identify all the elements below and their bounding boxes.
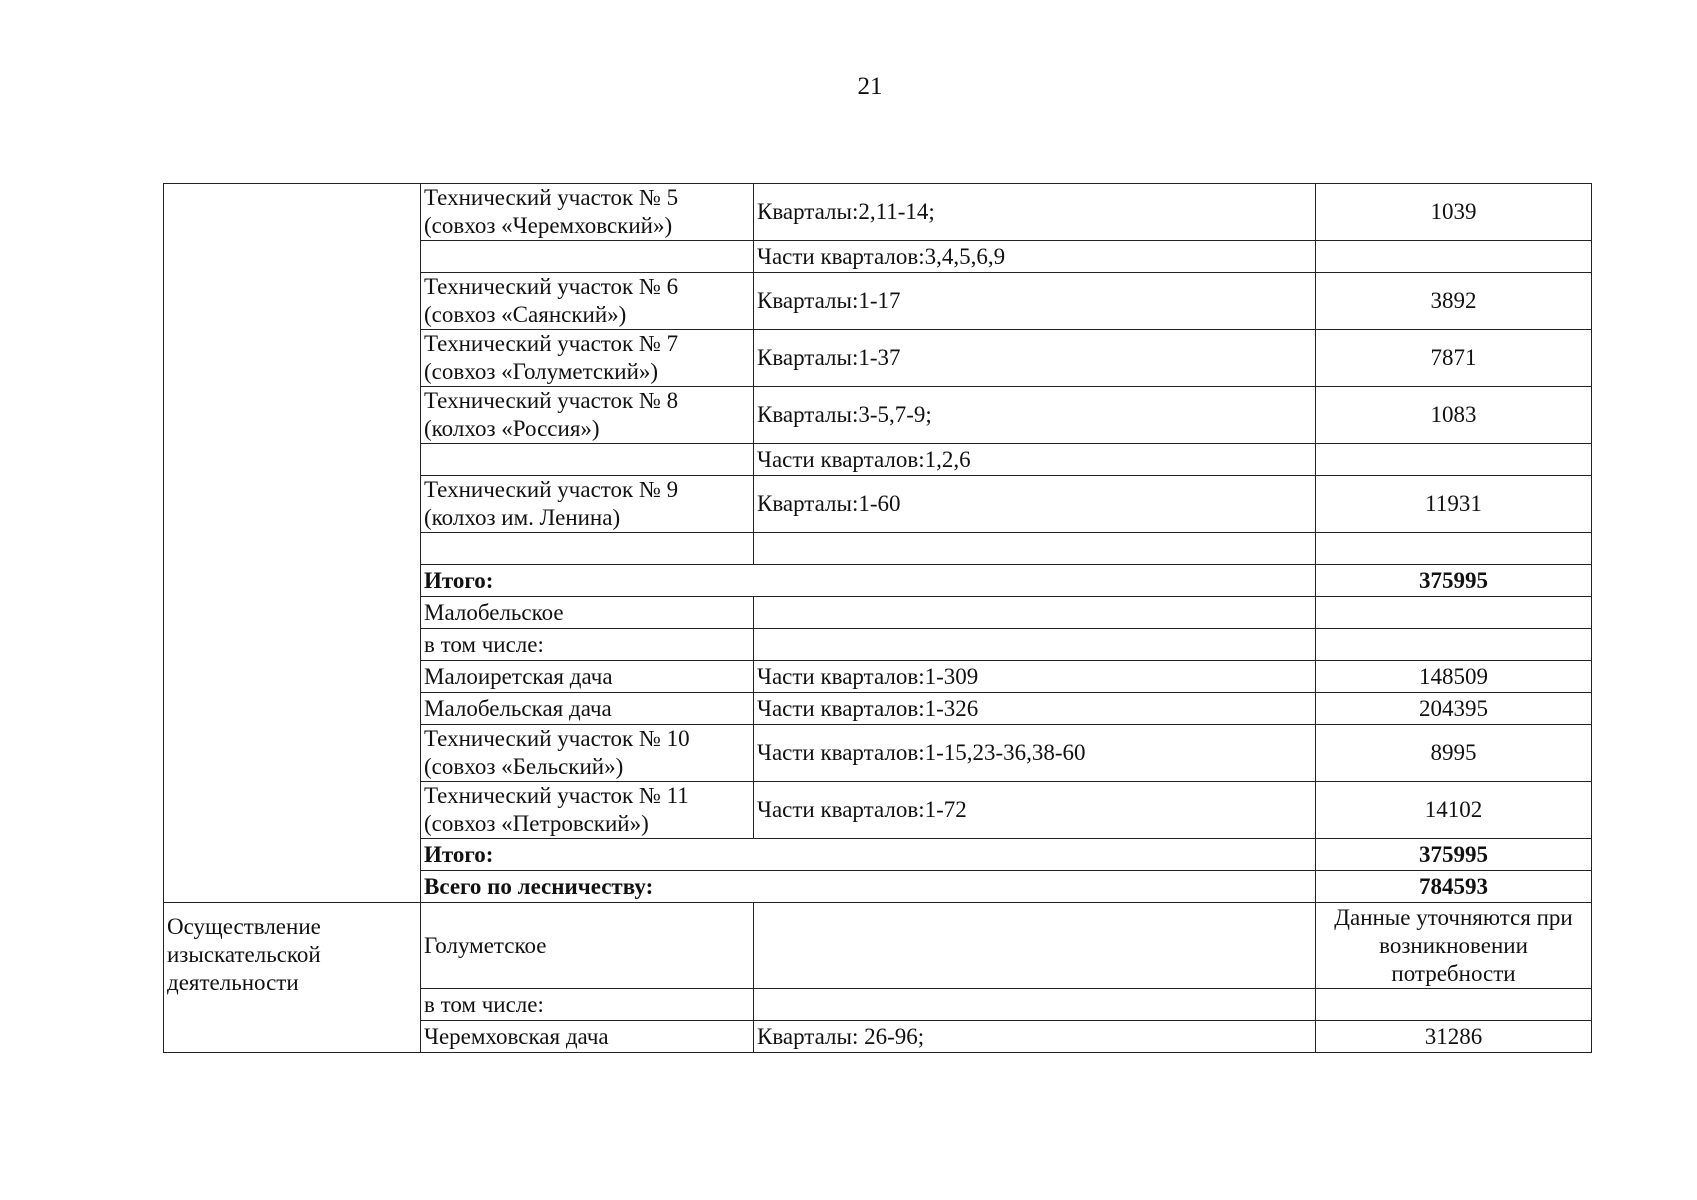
quarters-cell [754,597,1316,629]
forest-quarters-table [163,183,1592,1053]
total-area: 784593 [1316,871,1592,903]
quarters-cell: Кварталы:1-17 [754,273,1316,330]
plot-name-cell [421,533,754,565]
district-name-cell: Малобельское [421,597,754,629]
quarters-cell [754,629,1316,661]
plot-name-cell: Малобельская дача [421,693,754,725]
area-cell [1316,241,1592,273]
quarters-cell [754,903,1316,989]
quarters-cell: Части кварталов:1-326 [754,693,1316,725]
district-name-cell: Голуметское [421,903,754,989]
quarters-cell: Кварталы:2,11-14; [754,184,1316,241]
quarters-cell: Кварталы:1-60 [754,476,1316,533]
area-cell: 1083 [1316,387,1592,444]
quarters-cell: Части кварталов:1-72 [754,782,1316,839]
subtotal-label: Итого: [421,839,1316,871]
area-cell [1316,989,1592,1021]
area-cell: 8995 [1316,725,1592,782]
total-label: Всего по лесничеству: [421,871,1316,903]
plot-name-cell: Технический участок № 9 (колхоз им. Ленина) [421,476,754,533]
plot-name-cell: Технический участок № 8 (колхоз «Россия») [421,387,754,444]
page-number: 21 [857,73,883,100]
area-cell: 204395 [1316,693,1592,725]
plot-name-cell [421,444,754,476]
area-cell: 148509 [1316,661,1592,693]
plot-name-cell: Технический участок № 10 (совхоз «Бельский») [421,725,754,782]
area-note-cell: Данные уточняются при возникновении потребности [1316,903,1592,989]
table-row [164,184,1592,241]
district-row [164,903,1592,989]
area-cell: 11931 [1316,476,1592,533]
area-cell [1316,597,1592,629]
plot-name-cell: Малоиретская дача [421,661,754,693]
quarters-cell [754,989,1316,1021]
quarters-cell: Кварталы:3-5,7-9; [754,387,1316,444]
plot-name-cell: Черемховская дача [421,1021,754,1053]
area-cell [1316,444,1592,476]
quarters-cell: Кварталы:1-37 [754,330,1316,387]
area-cell: 7871 [1316,330,1592,387]
area-cell [1316,629,1592,661]
quarters-cell: Части кварталов:1,2,6 [754,444,1316,476]
plot-name-cell: Технический участок № 11 (совхоз «Петровский») [421,782,754,839]
quarters-cell: Части кварталов:3,4,5,6,9 [754,241,1316,273]
subtotal-area: 375995 [1316,565,1592,597]
subtotal-area: 375995 [1316,839,1592,871]
area-cell: 31286 [1316,1021,1592,1053]
subtotal-label: Итого: [421,565,1316,597]
quarters-cell: Части кварталов:1-15,23-36,38-60 [754,725,1316,782]
plot-name-cell: Технический участок № 7 (совхоз «Голуметский») [421,330,754,387]
area-cell: 1039 [1316,184,1592,241]
quarters-cell: Части кварталов:1-309 [754,661,1316,693]
including-label-cell: в том числе: [421,629,754,661]
plot-name-cell: Технический участок № 6 (совхоз «Саянский») [421,273,754,330]
area-cell [1316,533,1592,565]
plot-name-cell: Технический участок № 5 (совхоз «Черемховский») [421,184,754,241]
area-cell: 3892 [1316,273,1592,330]
activity-cell [164,184,421,903]
including-label-cell: в том числе: [421,989,754,1021]
quarters-cell: Кварталы: 26-96; [754,1021,1316,1053]
plot-name-cell [421,241,754,273]
quarters-cell [754,533,1316,565]
activity-cell: Осуществление изыскательской деятельности [164,903,421,1053]
area-cell: 14102 [1316,782,1592,839]
